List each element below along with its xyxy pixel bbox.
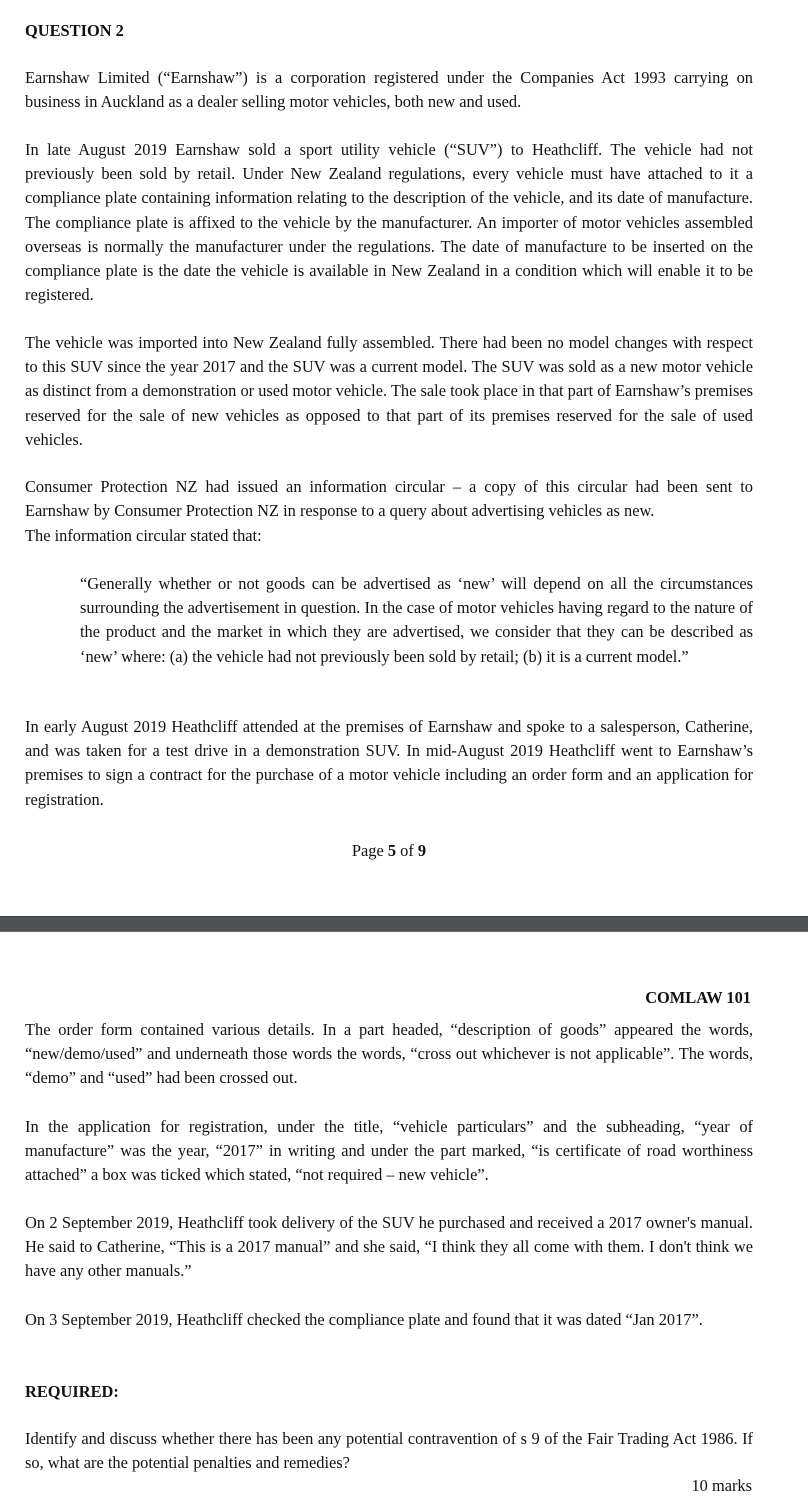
marks-label: 10 marks xyxy=(691,1476,752,1495)
paragraph-intro: Earnshaw Limited (“Earnshaw”) is a corporation registered under the Companies Act 1993 carrying on business in Auckland as a dealer selling motor vehicles, both new and used. xyxy=(25,68,753,112)
paragraph-delivery: On 2 September 2019, Heathcliff took delivery of the SUV he purchased and received a 2017 owner's manual. He said to Catherine, “This is a 2017 manual” and she said, “I think they all come with them. I don't think we have any other manuals.” xyxy=(25,1213,753,1281)
required-heading: REQUIRED: xyxy=(25,1382,119,1401)
paragraph-import: The vehicle was imported into New Zealand fully assembled. There had been no model changes with respect to this SUV since the year 2017 and the SUV was a current model. The SUV was sold as a new motor vehicle as distinct from a demonstration or used motor vehicle. The sale took place in that part of Earnshaw’s premises reserved for the sale of new vehicles as opposed to that part of its premises reserved for the sale of used vehicles. xyxy=(25,333,753,449)
paragraph-sale: In late August 2019 Earnshaw sold a sport utility vehicle (“SUV”) to Heathcliff. The vehicle had not previously been sold by retail. Under New Zealand regulations, every vehicle must have attached to it a compliance plate containing information relating to the description of the vehicle, and its date of manufacture. The compliance plate is affixed to the vehicle by the manufacturer. An importer of motor vehicles assembled overseas is normally the manufacturer under the regulations. The date of manufacture to be inserted on the compliance plate is the date the vehicle is available in New Zealand in a condition which will enable it to be registered. xyxy=(25,140,753,305)
paragraph-compliance-plate: On 3 September 2019, Heathcliff checked the compliance plate and found that it was dated “Jan 2017”. xyxy=(25,1310,703,1329)
page-number: Page 5 of 9 xyxy=(351,841,427,860)
paragraph-registration: In the application for registration, under the title, “vehicle particulars” and the subheading, “year of manufacture” was the year, “2017” in writing and under the part marked, “is certificate of road worthiness attached” a box was ticked which stated, “not required – new vehicle”. xyxy=(25,1117,753,1185)
paragraph-circular: Consumer Protection NZ had issued an information circular – a copy of this circular had been sent to Earnshaw by Consumer Protection NZ in response to a query about advertising vehicles as new. xyxy=(25,477,753,521)
paragraph-order-form: The order form contained various details. In a part headed, “description of goods” appeared the words, “new/demo/used” and underneath those words the words, “cross out whichever is not applicable”. The words, “demo” and “used” had been crossed out. xyxy=(25,1020,753,1088)
paragraph-test-drive: In early August 2019 Heathcliff attended at the premises of Earnshaw and spoke to a salesperson, Catherine, and was taken for a test drive in a demonstration SUV. In mid-August 2019 Heathcliff went to Earnshaw’s premises to sign a contract for the purchase of a motor vehicle including an order form and an application for registration. xyxy=(25,717,753,809)
paragraph-circular-stated: The information circular stated that: xyxy=(25,526,262,545)
question-heading: QUESTION 2 xyxy=(25,21,124,40)
circular-quote: “Generally whether or not goods can be advertised as ‘new’ will depend on all the circumstances surrounding the advertisement in question. In the case of motor vehicles having regard to the nature of the product and the market in which they are advertised, we consider that they can be described as ‘new’ where: (a) the vehicle had not previously been sold by retail; (b) it is a current model.” xyxy=(80,574,753,666)
required-text: Identify and discuss whether there has been any potential contravention of s 9 of the Fair Trading Act 1986. If so, what are the potential penalties and remedies? xyxy=(25,1429,753,1473)
page-divider xyxy=(0,916,808,932)
course-code: COMLAW 101 xyxy=(645,988,751,1007)
